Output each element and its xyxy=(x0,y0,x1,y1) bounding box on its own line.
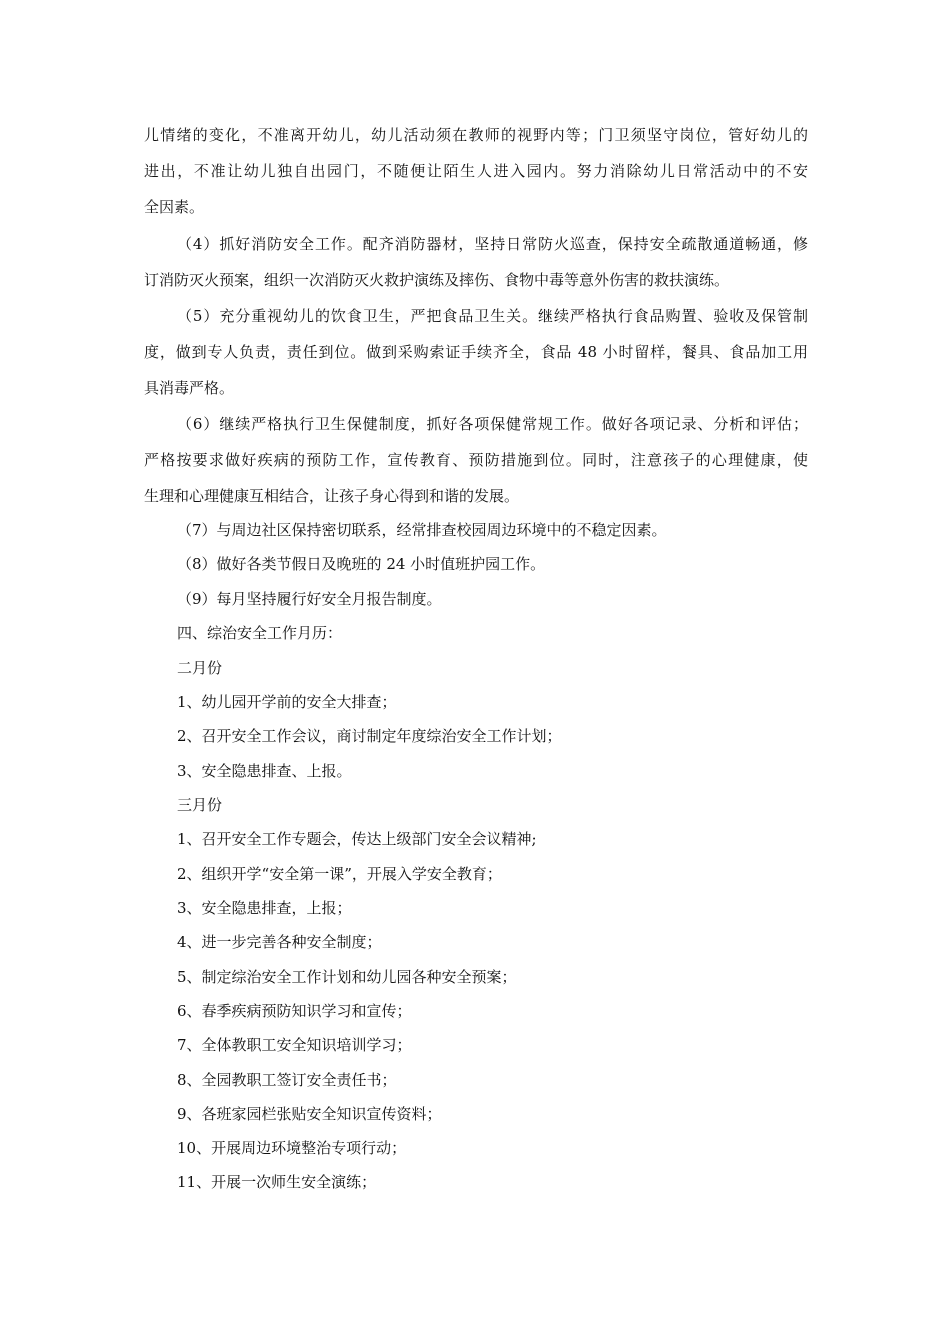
paragraph-line: 度，做到专人负责，责任到位。做到采购索证手续齐全，食品 48 小时留样，餐具、食品加工用 xyxy=(144,343,808,361)
list-item: 2、召开安全工作会议，商讨制定年度综治安全工作计划； xyxy=(177,727,562,745)
list-item: 6、春季疾病预防知识学习和宣传； xyxy=(177,1002,412,1020)
paragraph-continuation xyxy=(144,117,808,225)
paragraph-line: （5）充分重视幼儿的饮食卫生，严把食品卫生关。继续严格执行食品购置、验收及保管制 xyxy=(177,307,808,325)
list-item: 9、各班家园栏张贴安全知识宣传资料； xyxy=(177,1105,442,1123)
list-item: 5、制定综治安全工作计划和幼儿园各种安全预案； xyxy=(177,968,517,986)
list-item: 4、进一步完善各种安全制度； xyxy=(177,933,382,951)
paragraph-line: （4）抓好消防安全工作。配齐消防器材，坚持日常防火巡查，保持安全疏散通道畅通，修 xyxy=(177,235,808,253)
list-item: 3、安全隐患排查、上报。 xyxy=(177,762,352,780)
paragraph-line: 严格按要求做好疾病的预防工作，宣传教育、预防措施到位。同时，注意孩子的心理健康，使 xyxy=(144,451,808,469)
paragraph-line: 具消毒严格。 xyxy=(144,379,235,397)
paragraph-line: 订消防灭火预案，组织一次消防灭火救护演练及摔伤、食物中毒等意外伤害的救扶演练。 xyxy=(144,271,730,289)
item-7-line: （7）与周边社区保持密切联系，经常排查校园周边环境中的不稳定因素。 xyxy=(177,521,667,539)
list-item: 1、召开安全工作专题会，传达上级部门安全会议精神; xyxy=(177,830,537,848)
paragraph-item-6 xyxy=(144,406,808,514)
list-item: 3、安全隐患排查，上报； xyxy=(177,899,352,917)
list-item: 8、全园教职工签订安全责任书； xyxy=(177,1071,397,1089)
paragraph-item-5 xyxy=(144,298,808,406)
list-item: 2、组织开学“安全第一课”，开展入学安全教育； xyxy=(177,865,502,883)
list-item: 7、全体教职工安全知识培训学习； xyxy=(177,1036,412,1054)
paragraph-line: 生理和心理健康互相结合，让孩子身心得到和谐的发展。 xyxy=(144,487,520,505)
month-heading: 三月份 xyxy=(177,796,223,814)
month-heading: 二月份 xyxy=(177,659,223,677)
list-item: 1、幼儿园开学前的安全大排查； xyxy=(177,693,397,711)
section-heading: 四、综治安全工作月历： xyxy=(177,624,343,642)
list-item: 11、开展一次师生安全演练； xyxy=(177,1173,377,1191)
list-item: 10、开展周边环境整治专项行动； xyxy=(177,1139,407,1157)
paragraph-item-4 xyxy=(144,226,808,298)
paragraph-line: 全因素。 xyxy=(144,198,205,216)
paragraph-line: 儿情绪的变化，不准离开幼儿，幼儿活动须在教师的视野内等；门卫须坚守岗位，管好幼儿的 xyxy=(144,126,808,144)
item-9-line: （9）每月坚持履行好安全月报告制度。 xyxy=(177,590,442,608)
paragraph-line: （6）继续严格执行卫生保健制度，抓好各项保健常规工作。做好各项记录、分析和评估； xyxy=(177,415,808,433)
paragraph-line: 进出，不准让幼儿独自出园门，不随便让陌生人进入园内。努力消除幼儿日常活动中的不安 xyxy=(144,162,808,180)
item-8-line: （8）做好各类节假日及晚班的 24 小时值班护园工作。 xyxy=(177,555,546,573)
